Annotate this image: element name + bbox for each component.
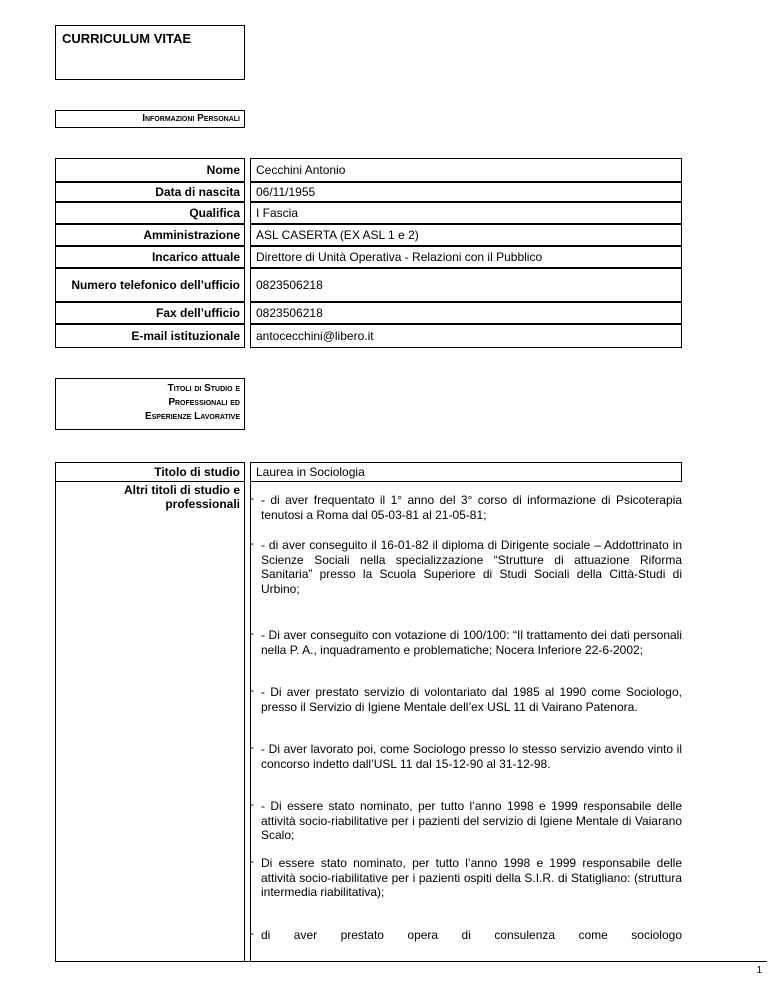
value-titolo-studio: Laurea in Sociologia	[250, 462, 682, 482]
list-dash: -	[250, 683, 254, 697]
list-dash: -	[250, 854, 254, 868]
list-item: - - Di essere stato nominato, per tutto l’anno 1998 e 1999 responsabile delle attività socio-riabilitative per i pazienti del servizio di Igiene Mentale di Vaiarano Scalo;	[250, 797, 682, 843]
section-studies-line-3: Esperienze Lavorative	[144, 411, 240, 422]
value-data-nascita: 06/11/1955	[250, 182, 682, 202]
section-studies-line-1: Titoli di Studio e	[167, 383, 240, 394]
list-item: - - Di aver lavorato poi, come Sociologo presso lo stesso servizio avendo vinto il concorso indetto dall’USL 11 dal 15-12-90 al 31-12-98.	[250, 740, 682, 771]
label-fax: Fax dell’ufficio	[55, 302, 245, 324]
list-dash: -	[250, 491, 254, 505]
label-incarico: Incarico attuale	[55, 246, 245, 268]
value-nome: Cecchini Antonio	[250, 158, 682, 182]
list-dash: -	[250, 740, 254, 754]
label-qualifica: Qualifica	[55, 202, 245, 224]
page-number: 1	[756, 965, 762, 976]
value-qualifica: I Fascia	[250, 202, 682, 224]
list-dash: -	[250, 797, 254, 811]
label-titolo-studio: Titolo di studio	[55, 462, 245, 482]
list-item: - - Di aver prestato servizio di volontariato dal 1985 al 1990 come Sociologo, presso il Servizio di Igiene Mentale dell’ex USL 11 di Vairano Patenora.	[250, 683, 682, 714]
cv-title-box	[55, 25, 245, 80]
value-incarico: Direttore di Unità Operativa - Relazioni con il Pubblico	[250, 246, 682, 268]
value-amministrazione: ASL CASERTA (EX ASL 1 e 2)	[250, 224, 682, 246]
list-item: - - di aver frequentato il 1° anno del 3° corso di informazione di Psicoterapia tenutosi a Roma dal 05-03-81 al 21-05-81;	[250, 491, 682, 522]
section-studies	[55, 378, 245, 430]
value-telefono: 0823506218	[250, 268, 682, 302]
other-titles-cell	[55, 482, 245, 962]
list-dash: -	[250, 536, 254, 550]
label-email: E-mail istituzionale	[55, 324, 245, 348]
value-email: antocecchini@libero.it	[250, 324, 682, 348]
label-amministrazione: Amministrazione	[55, 224, 245, 246]
value-fax: 0823506218	[250, 302, 682, 324]
label-nome: Nome	[55, 158, 245, 182]
list-item: - Di essere stato nominato, per tutto l’anno 1998 e 1999 responsabile delle attività socio-riabilitative per i pazienti ospiti della S.I.R. di Statigliano: (struttura intermedia riabilitativa);	[250, 854, 682, 900]
list-item: - di aver prestato opera di consulenza come sociologo	[250, 928, 682, 942]
list-item: - - Di aver conseguito con votazione di 100/100: “Il trattamento dei dati personali nella P. A., inquadramento e problematiche; Nocera Inferiore 22-6-2002;	[250, 626, 682, 657]
label-altri-titoli: Altri titoli di studio e professionali	[124, 483, 240, 511]
section-studies-line-2: Professionali ed	[168, 397, 240, 408]
label-data-nascita: Data di nascita	[55, 182, 245, 202]
list-item: - - di aver conseguito il 16-01-82 il diploma di Dirigente sociale – Addottrinato in Scienze Sociali nella specializzazione “Strutture di attuazione Riforma Sanitaria” presso la Scuola Superiore di Studi Sociali della Città-Studi di Urbino;	[250, 536, 682, 596]
footer-divider	[55, 961, 767, 962]
cv-title: CURRICULUM VITAE	[62, 31, 192, 46]
section-personal-info: Informazioni Personali	[55, 110, 245, 128]
list-dash: -	[250, 626, 254, 640]
label-telefono: Numero telefonico dell’ufficio	[55, 268, 245, 302]
list-dash: -	[250, 928, 254, 940]
